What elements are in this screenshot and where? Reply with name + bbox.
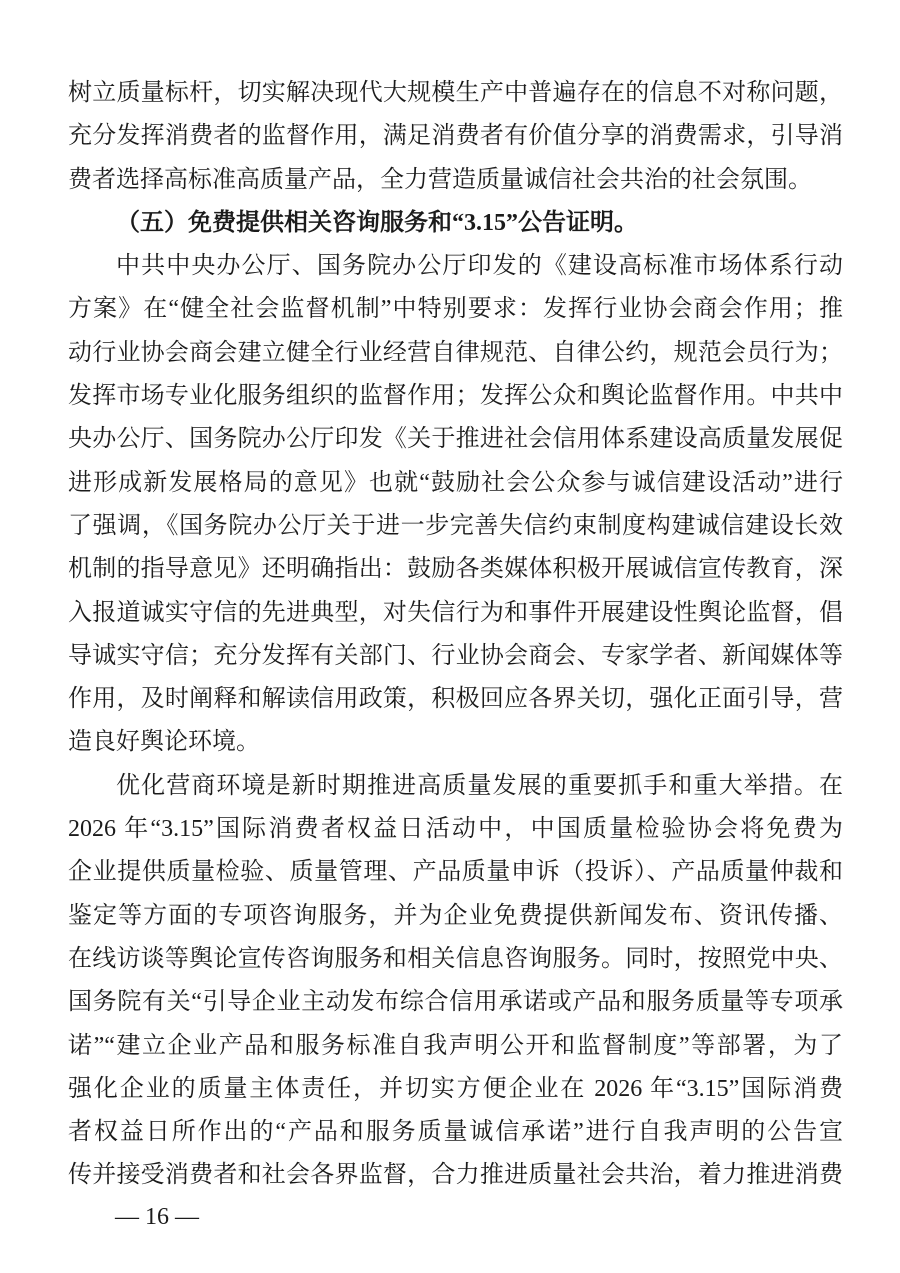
text-line: 在线访谈等舆论宣传咨询服务和相关信息咨询服务。同时，按照党中央、: [68, 945, 843, 972]
text-line: 传并接受消费者和社会各界监督，合力推进质量社会共治，着力推进消费: [68, 1162, 843, 1189]
text-line: 树立质量标杆，切实解决现代大规模生产中普遍存在的信息不对称问题，: [68, 80, 843, 106]
section-heading: （五）免费提供相关咨询服务和“3.15”公告证明。: [116, 209, 638, 236]
text-line: 了强调，《国务院办公厅关于进一步完善失信约束制度构建诚信建设长效: [68, 512, 843, 539]
text-line: 2026 年“3.15”国际消费者权益日活动中，中国质量检验协会将免费为: [68, 816, 843, 843]
text-line: 充分发挥消费者的监督作用，满足消费者有价值分享的消费需求，引导消: [68, 123, 843, 150]
text-block: [68, 72, 843, 1232]
text-line: 诺”“建立企业产品和服务标准自我声明公开和监督制度”等部署，为了: [68, 1032, 843, 1059]
page-number: — 16 —: [115, 1203, 199, 1230]
text-line: 鉴定等方面的专项咨询服务，并为企业免费提供新闻发布、资讯传播、: [68, 902, 843, 929]
text-line: 国务院有关“引导企业主动发布综合信用承诺或产品和服务质量等专项承: [68, 989, 843, 1016]
text-line: 机制的指导意见》还明确指出：鼓励各类媒体积极开展诚信宣传教育，深: [68, 556, 843, 583]
text-line: 动行业协会商会建立健全行业经营自律规范、自律公约，规范会员行为；: [68, 339, 843, 366]
text-line: 入报道诚实守信的先进典型，对失信行为和事件开展建设性舆论监督，倡: [68, 599, 843, 626]
text-line: 导诚实守信；充分发挥有关部门、行业协会商会、专家学者、新闻媒体等: [68, 642, 843, 669]
text-line: 作用，及时阐释和解读信用政策，积极回应各界关切，强化正面引导，营: [68, 686, 843, 713]
text-line: 者权益日所作出的“产品和服务质量诚信承诺”进行自我声明的公告宣: [68, 1119, 843, 1146]
text-line: 进形成新发展格局的意见》也就“鼓励社会公众参与诚信建设活动”进行: [68, 469, 843, 496]
text-line: 造良好舆论环境。: [68, 729, 260, 756]
text-line: 发挥市场专业化服务组织的监督作用；发挥公众和舆论监督作用。中共中: [68, 383, 843, 410]
text-line: 中共中央办公厅、国务院办公厅印发的《建设高标准市场体系行动: [116, 253, 843, 280]
text-line: 央办公厅、国务院办公厅印发《关于推进社会信用体系建设高质量发展促: [68, 426, 843, 453]
text-line: 费者选择高标准高质量产品，全力营造质量诚信社会共治的社会氛围。: [68, 166, 812, 193]
text-line: 企业提供质量检验、质量管理、产品质量申诉（投诉）、产品质量仲裁和: [68, 859, 843, 886]
text-line: 优化营商环境是新时期推进高质量发展的重要抓手和重大举措。在: [116, 772, 843, 799]
text-line: 强化企业的质量主体责任，并切实方便企业在 2026 年“3.15”国际消费: [68, 1075, 843, 1102]
text-line: 方案》在“健全社会监督机制”中特别要求：发挥行业协会商会作用；推: [68, 296, 843, 323]
